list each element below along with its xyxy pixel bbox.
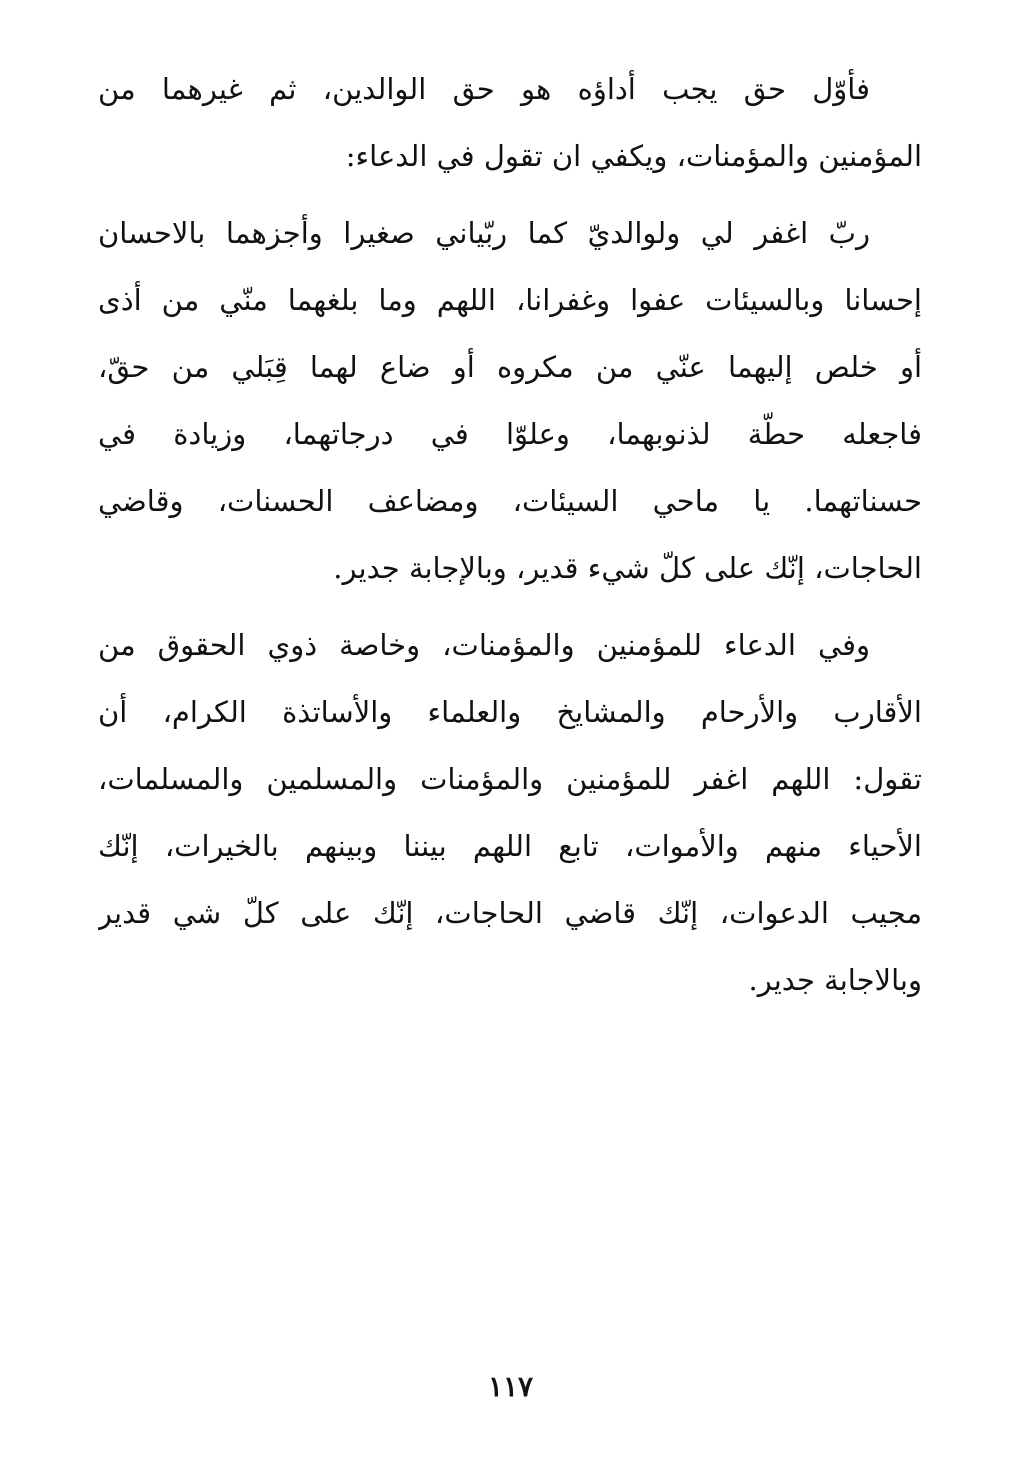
text-line: الحاجات، إنّك على كلّ شيء قدير، وبالإجابة جدير. bbox=[333, 551, 922, 585]
paragraph bbox=[98, 56, 922, 190]
page-number: ١١٧ bbox=[487, 1370, 534, 1403]
text-line: المؤمنين والمؤمنات، ويكفي ان تقول في الدعاء: bbox=[345, 139, 922, 173]
paragraph bbox=[98, 612, 922, 1014]
body-text bbox=[98, 56, 922, 1014]
text-line: أو خلص إليهما عنّي من مكروه أو ضاع لهما قِبَلي من حقّ، bbox=[98, 350, 922, 384]
text-line: فأوّل حق يجب أداؤه هو حق الوالدين، ثم غيرهما من bbox=[98, 72, 870, 106]
text-line: مجيب الدعوات، إنّك قاضي الحاجات، إنّك على كلّ شي قدير bbox=[98, 896, 922, 930]
paragraph bbox=[98, 200, 922, 602]
text-line: حسناتهما. يا ماحي السيئات، ومضاعف الحسنات، وقاضي bbox=[98, 484, 922, 518]
text-line: الأقارب والأرحام والمشايخ والعلماء والأساتذة الكرام، أن bbox=[98, 695, 922, 729]
text-line: فاجعله حطّة لذنوبهما، وعلوّا في درجاتهما، وزيادة في bbox=[98, 417, 922, 451]
text-line: وفي الدعاء للمؤمنين والمؤمنات، وخاصة ذوي الحقوق من bbox=[98, 628, 870, 662]
text-line: الأحياء منهم والأموات، تابع اللهم بيننا وبينهم بالخيرات، إنّك bbox=[98, 829, 922, 863]
text-line: تقول: اللهم اغفر للمؤمنين والمؤمنات والمسلمين والمسلمات، bbox=[98, 762, 922, 796]
text-line: وبالاجابة جدير. bbox=[748, 963, 922, 997]
text-line: إحسانا وبالسيئات عفوا وغفرانا، اللهم وما بلغهما منّي من أذى bbox=[98, 283, 922, 317]
text-line: ربّ اغفر لي ولوالديّ كما ربّياني صغيرا وأجزهما بالاحسان bbox=[98, 216, 870, 250]
